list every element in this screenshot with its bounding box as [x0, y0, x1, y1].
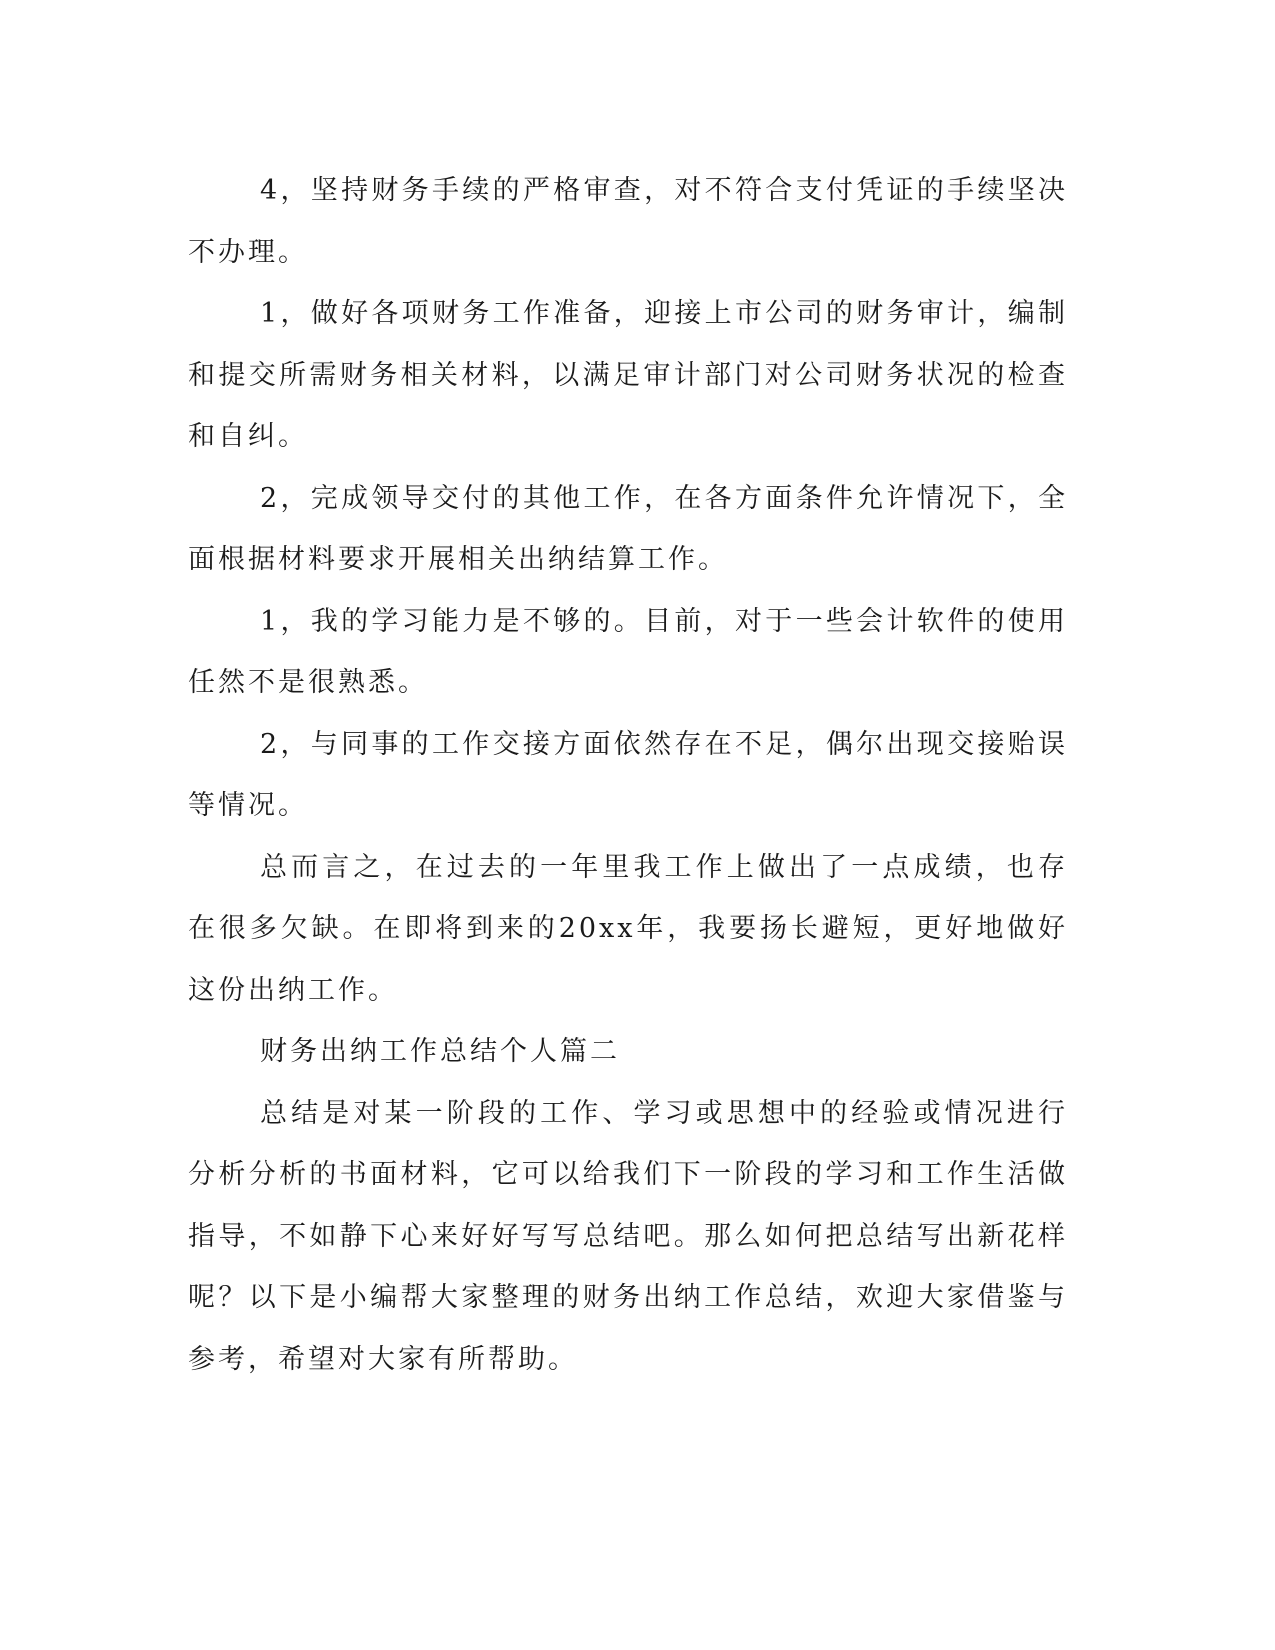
- paragraph-6: 总而言之，在过去的一年里我工作上做出了一点成绩，也存在很多欠缺。在即将到来的20xx年，我要扬长避短，更好地做好这份出纳工作。: [188, 851, 1068, 1006]
- section-heading: 财务出纳工作总结个人篇二: [260, 1036, 620, 1067]
- paragraph-2: 1，做好各项财务工作准备，迎接上市公司的财务审计，编制和提交所需财务相关材料，以满足审计部门对公司财务状况的检查和自纠。: [188, 298, 1068, 452]
- paragraph-3: 2，完成领导交付的其他工作，在各方面条件允许情况下，全面根据材料要求开展相关出纳结算工作。: [188, 482, 1068, 575]
- document-body: [188, 160, 1068, 1390]
- paragraph-4: 1，我的学习能力是不够的。目前，对于一些会计软件的使用任然不是很熟悉。: [188, 605, 1068, 698]
- paragraph-5: 2，与同事的工作交接方面依然存在不足，偶尔出现交接贻误等情况。: [188, 728, 1068, 821]
- paragraph-8: 总结是对某一阶段的工作、学习或思想中的经验或情况进行分析分析的书面材料，它可以给我们下一阶段的学习和工作生活做指导，不如静下心来好好写写总结吧。那么如何把总结写出新花样呢？以下是小编帮大家整理的财务出纳工作总结，欢迎大家借鉴与参考，希望对大家有所帮助。: [188, 1097, 1068, 1375]
- paragraph-1: 4，坚持财务手续的严格审查，对不符合支付凭证的手续坚决不办理。: [188, 175, 1068, 268]
